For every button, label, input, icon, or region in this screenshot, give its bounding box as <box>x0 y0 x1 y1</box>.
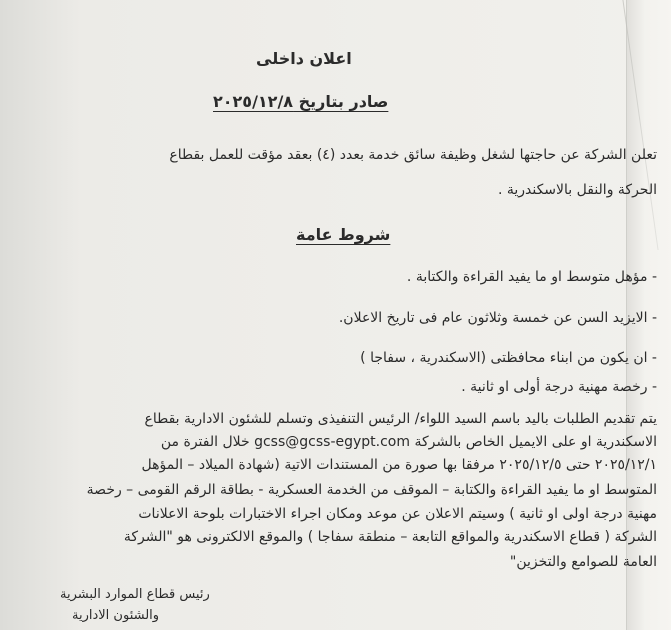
signature-title: رئيس قطاع الموارد البشرية <box>60 587 210 602</box>
body-line-2 <box>161 433 657 451</box>
signature-department: والشئون الادارية <box>72 608 160 623</box>
condition-item: - ان يكون من ابناء محافظتى (الاسكندرية ، سفاجا ) <box>360 350 657 366</box>
body-line-2-end: خلال الفترة من <box>160 434 250 450</box>
conditions-heading: شروط عامة <box>296 225 391 244</box>
intro-line-1: تعلن الشركة عن حاجتها لشغل وظيفة سائق خدمة بعدد (٤) بعقد مؤقت للعمل بقطاع <box>169 147 657 163</box>
issue-date: صادر بتاريخ ٢٠٢٥/١٢/٨ <box>213 92 389 111</box>
body-line-3: ٢٠٢٥/١٢/١ حتى ٢٠٢٥/١٢/٥ مرفقا بها صورة من المستندات الاتية (شهادة الميلاد – المؤهل <box>141 457 657 473</box>
body-line-7: العامة للصوامع والتخزين" <box>509 554 657 570</box>
body-line-4: المتوسط او ما يفيد القراءة والكتابة – الموقف من الخدمة العسكرية - بطاقة الرقم القومى – رخصة <box>86 482 657 498</box>
body-line-1: يتم تقديم الطلبات باليد باسم السيد اللواء/ الرئيس التنفيذى وتسلم للشئون الادارية بقطاع <box>144 411 657 427</box>
body-line-6: الشركة ( قطاع الاسكندرية والمواقع التابعة – منطقة سفاجا ) والموقع الالكترونى هو "الشركة <box>123 529 657 545</box>
body-line-5: مهنية درجة اولى او ثانية ) وسيتم الاعلان عن موعد ومكان اجراء الاختبارات بلوحة الاعلانات <box>138 506 657 522</box>
condition-item: - مؤهل متوسط او ما يفيد القراءة والكتابة . <box>406 269 657 285</box>
contact-email: gcss@gcss-egypt.com <box>254 434 411 450</box>
announcement-title: اعلان داخلى <box>256 49 352 68</box>
condition-item: - رخصة مهنية درجة أولى او ثانية . <box>461 379 657 395</box>
condition-item: - الايزيد السن عن خمسة وثلاثون عام فى تاريخ الاعلان. <box>338 310 657 326</box>
body-line-2-start: الاسكندرية او على الايميل الخاص بالشركة <box>414 434 657 450</box>
intro-line-2: الحركة والنقل بالاسكندرية . <box>497 182 657 198</box>
